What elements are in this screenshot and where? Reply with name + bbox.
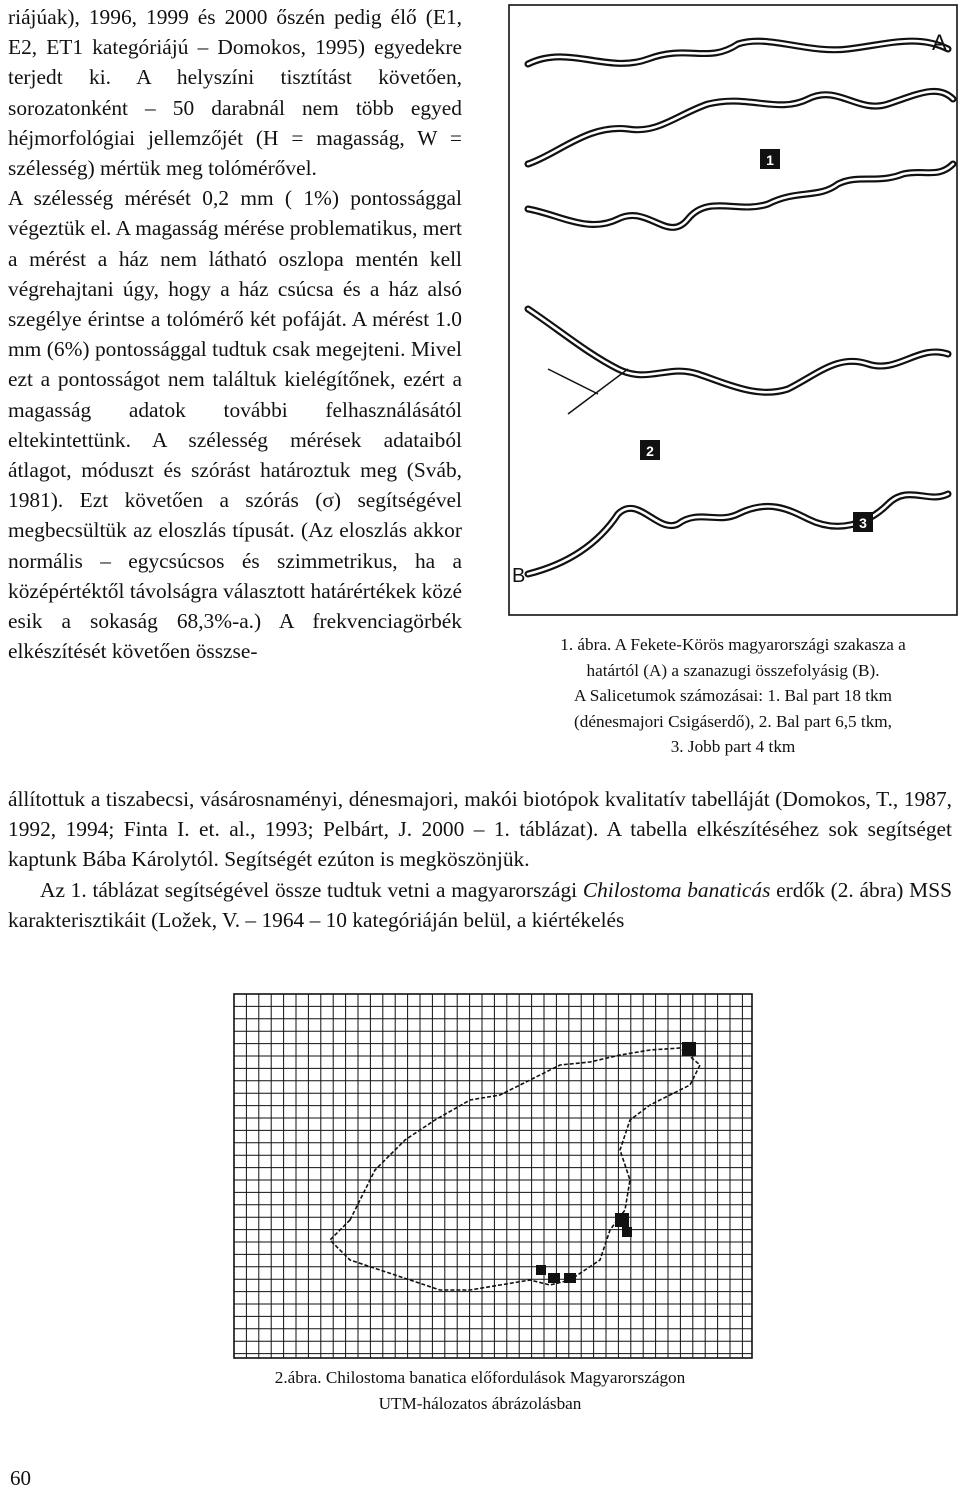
figure-2-caption: 2.ábra. Chilostoma banatica előfordulások Magyarországon UTM-hálozatos ábrázolásban	[274, 1368, 686, 1413]
svg-text:1: 1	[766, 152, 774, 168]
paragraph: állítottuk a tiszabecsi, vásárosnaményi, dénesmajori, makói biotópok kvalitatív tabelláját (Domokos, T., 1987, 1992, 1994; Finta I. et. al., 1993; Pelbárt, J. 2000 – 1. táblázat). A tabella elkészítéséhez sok segítséget kaptunk Bába Károlytól. Segítségét ezúton is megköszönjük.	[8, 787, 952, 872]
svg-text:2: 2	[646, 443, 654, 459]
paragraph: riájúak), 1996, 1999 és 2000 őszén pedig élő (E1, E2, ET1 kategóriájú – Domokos, 1995) egyedekre terjedt ki. A helyszíni tisztítást követően, sorozatonként – 50 darabnál nem több egyed héjmorfológiai jellemzőjét (H = magasság, W = szélesség) mértük meg tolómérővel.	[8, 5, 462, 181]
utm-grid-map-figure	[230, 990, 756, 1362]
marker-1	[760, 149, 780, 169]
body-text-column	[8, 2, 462, 666]
page-number: 60	[10, 1466, 31, 1490]
map-label-b: B	[512, 565, 526, 587]
marker-2	[640, 440, 660, 460]
svg-text:3: 3	[859, 515, 867, 531]
paragraph: A szélesség mérését 0,2 mm ( 1%) pontossággal végeztük el. A magasság mérése problematikus, mert a mérést a ház nem látható oszlopa mentén kell végrehajtani úgy, hogy a ház csúcsa és a ház alsó szegélye érintse a tolómérő két pofáját. A mérést 1.0 mm (6%) pontossággal tudtuk csak megejteni. Mivel ezt a pontosságot nem találtuk kielégítőnek, ezért a magasság adatok további felhasználásától eltekintettünk. A szélesség mérések adataiból átlagot, móduszt és szórást határoztuk meg (Sváb, 1981). Ezt követően a szórás (σ) segítségével megbecsültük az eloszlás típusát. (Az eloszlás akkor normális – egycsúcsos és szimmetrikus, ha a középértéktől távolságra választott határértékek közé esik a sokaság 68,3%-a.) A frekvenciagörbék elkészítését követően összse-	[8, 186, 462, 664]
marker-3	[853, 512, 873, 532]
body-text-full	[8, 784, 952, 935]
map-label-a: A	[932, 30, 947, 55]
paragraph: Az 1. táblázat segítségével össze tudtuk vetni a magyarországi Chilostoma banaticás erdők (2. ábra) MSS karakterisztikáit (Ložek, V. – 1964 – 10 kategóriáján belül, a kiértékelés	[8, 877, 952, 932]
river-map-figure	[508, 4, 958, 616]
figure-1-caption: 1. ábra. A Fekete-Körös magyarországi szakasza a határtól (A) a szanazugi összefolyásig (B). A Salicetumok számozásai: 1. Bal part 18 tkm (dénesmajori Csigáserdő), 2. Bal part 6,5 tkm, 3. Jobb part 4 tkm	[560, 635, 906, 756]
